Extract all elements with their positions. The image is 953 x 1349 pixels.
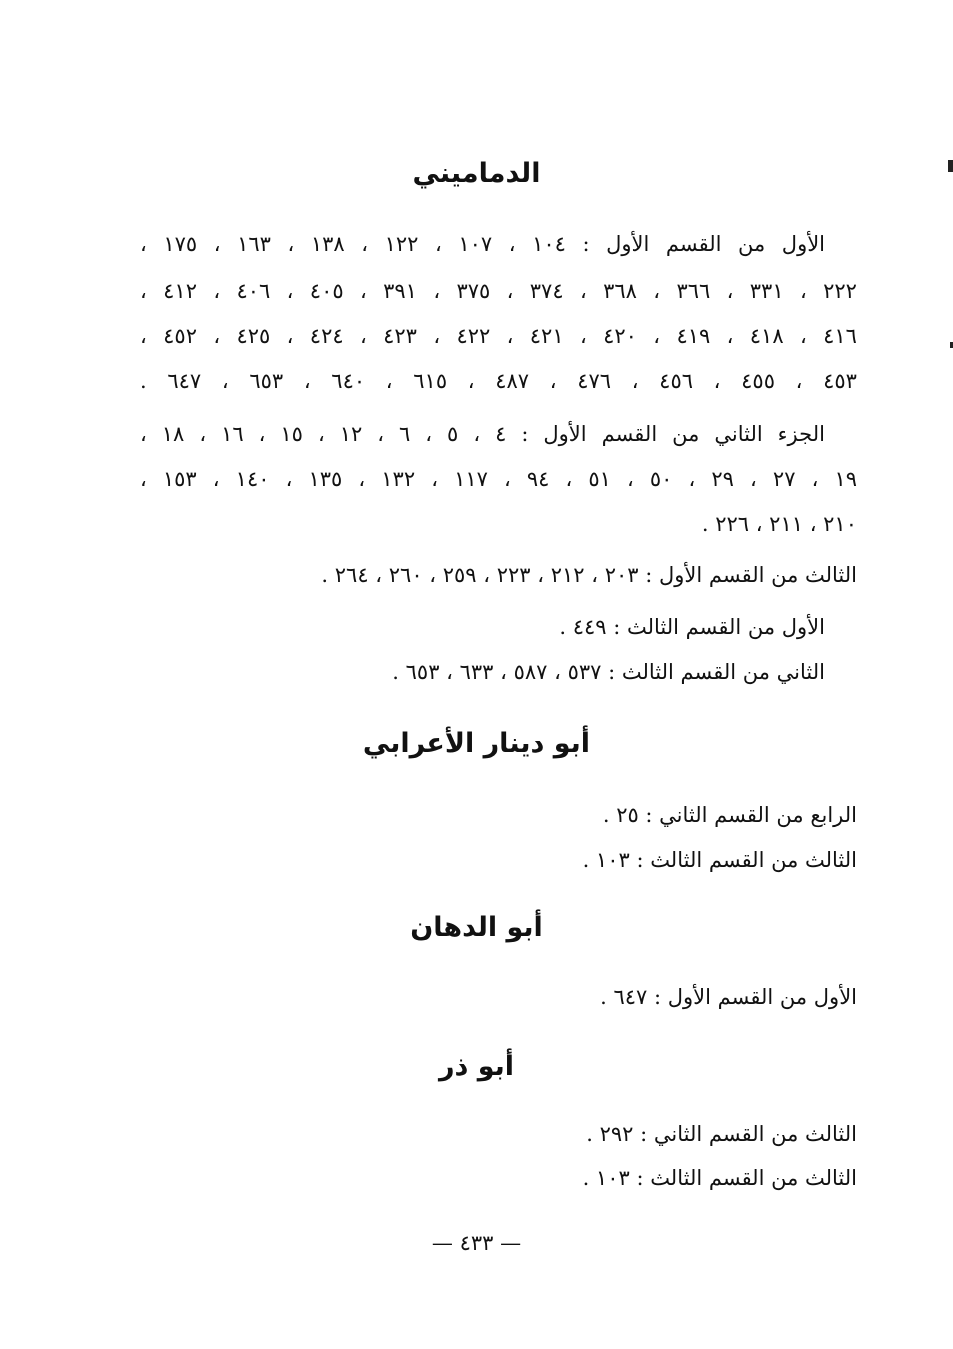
index-line: الثالث من القسم الأول : ٢٠٣ ، ٢١٢ ، ٢٢٣ ، ٢٥٩ ، ٢٦٠ ، ٢٦٤ . [321,563,857,587]
index-line: الثالث من القسم الثاني : ٢٩٢ . [586,1122,857,1146]
index-line: الأول من القسم الأول : ١٠٤ ، ١٠٧ ، ١٢٢ ، ١٣٨ ، ١٦٣ ، ١٧٥ ، [140,232,826,256]
index-line: الأول من القسم الأول : ٦٤٧ . [600,985,857,1009]
index-line: ٤٥٣ ، ٤٥٥ ، ٤٥٦ ، ٤٧٦ ، ٤٨٧ ، ٦١٥ ، ٦٤٠ ، ٦٥٣ ، ٦٤٧ . [140,369,857,393]
index-line: ٢١٠ ، ٢١١ ، ٢٢٦ . [701,512,857,536]
index-line: الثالث من القسم الثالث : ١٠٣ . [582,848,857,872]
index-line: ١٩ ، ٢٧ ، ٢٩ ، ٥٠ ، ٥١ ، ٩٤ ، ١١٧ ، ١٣٢ ، ١٣٥ ، ١٤٠ ، ١٥٣ ، [140,467,857,491]
page-number: — ٤٣٣ — [431,1231,522,1255]
index-line: الثاني من القسم الثالث : ٥٣٧ ، ٥٨٧ ، ٦٣٣ ، ٦٥٣ . [392,660,825,684]
index-line: الرابع من القسم الثاني : ٢٥ . [602,803,857,827]
section-heading-abu-al-dahhan: أبو الدهان [410,912,543,943]
index-line: ٢٢٢ ، ٣٣١ ، ٣٦٦ ، ٣٦٨ ، ٣٧٤ ، ٣٧٥ ، ٣٩١ ، ٤٠٥ ، ٤٠٦ ، ٤١٢ ، [140,279,857,303]
index-line: ٤١٦ ، ٤١٨ ، ٤١٩ ، ٤٢٠ ، ٤٢١ ، ٤٢٢ ، ٤٢٣ ، ٤٢٤ ، ٤٢٥ ، ٤٥٢ ، [140,324,857,348]
index-line: الجزء الثاني من القسم الأول : ٤ ، ٥ ، ٦ ، ١٢ ، ١٥ ، ١٦ ، ١٨ ، [140,422,825,446]
index-line: الثالث من القسم الثالث : ١٠٣ . [582,1166,857,1190]
section-heading-abu-dharr: أبو ذر [438,1051,515,1082]
index-line: الأول من القسم الثالث : ٤٤٩ . [559,615,825,639]
section-heading-damamini: الدماميني [412,158,541,189]
section-heading-abu-dinar: أبو دينار الأعرابي [362,728,591,759]
